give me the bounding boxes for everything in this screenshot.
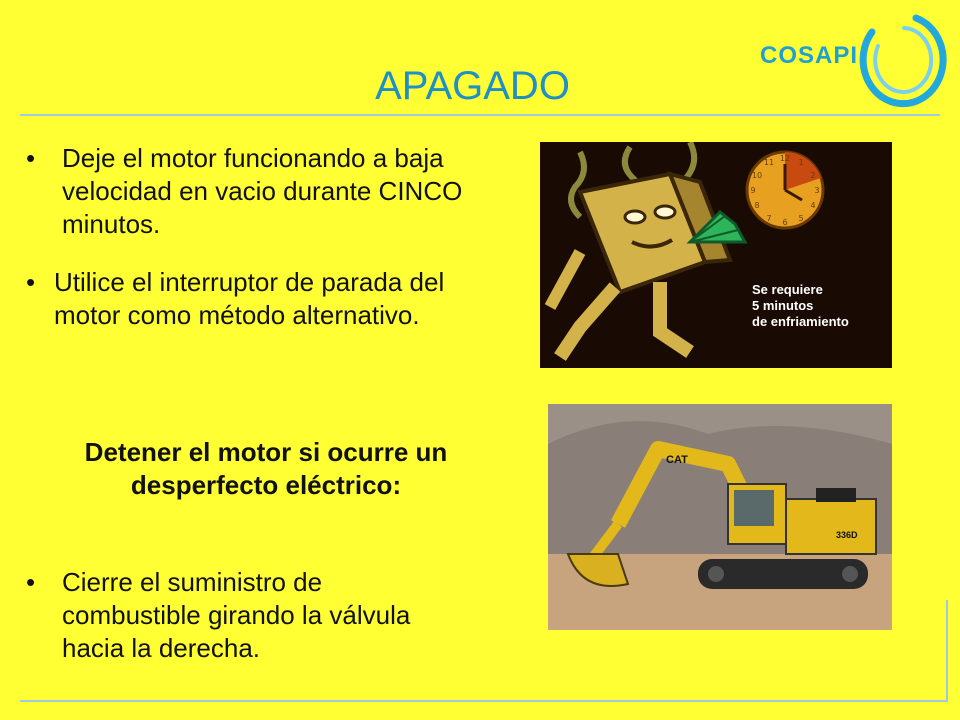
clock-number: 1 xyxy=(798,158,804,167)
clock-number: 12 xyxy=(779,154,791,163)
right-divider xyxy=(946,600,948,702)
clock-number: 4 xyxy=(810,201,816,210)
excavator-model: 336D xyxy=(836,530,858,540)
bullet-text: Cierre el suministro de combustible girando la válvula hacia la derecha. xyxy=(62,567,411,663)
clock-number: 3 xyxy=(814,186,820,195)
engine-cartoon-illustration xyxy=(540,142,892,368)
excavator-brand: CAT xyxy=(666,454,688,466)
clock-number: 2 xyxy=(810,171,816,180)
clock-number: 7 xyxy=(766,214,772,223)
clock-number: 6 xyxy=(782,218,788,227)
excavator-photo xyxy=(548,404,892,630)
cooldown-caption xyxy=(752,282,892,330)
clock-number: 10 xyxy=(751,171,763,180)
excavator-illustration xyxy=(548,404,892,630)
caption-line: Se requiere xyxy=(752,282,823,297)
clock-number: 9 xyxy=(750,186,756,195)
bullet-dot: • xyxy=(26,143,36,173)
page-title: APAGADO xyxy=(375,64,570,108)
electrical-fault-heading: Detener el motor si ocurre un desperfecto eléctrico: xyxy=(84,437,448,500)
bottom-divider xyxy=(20,700,948,702)
caption-line: de enfriamiento xyxy=(752,314,849,329)
bullet-text: Deje el motor funcionando a baja velocidad en vacio durante CINCO minutos. xyxy=(62,143,463,239)
bullet-dot: • xyxy=(26,267,36,297)
bullet-item-idle xyxy=(26,142,486,241)
bullet-item-stop-switch xyxy=(26,266,466,332)
bullet-item-fuel-valve xyxy=(26,566,466,665)
bullet-dot: • xyxy=(26,567,36,597)
cosapi-logo-text: COSAPI xyxy=(760,42,859,69)
clock-number: 11 xyxy=(763,158,775,167)
cooling-cartoon-image xyxy=(540,142,892,368)
title-divider xyxy=(20,114,940,116)
clock-number: 8 xyxy=(754,201,760,210)
clock-number: 5 xyxy=(798,214,804,223)
caption-line: 5 minutos xyxy=(752,298,814,313)
bullet-text: Utilice el interruptor de parada del motor como método alternativo. xyxy=(54,267,445,330)
